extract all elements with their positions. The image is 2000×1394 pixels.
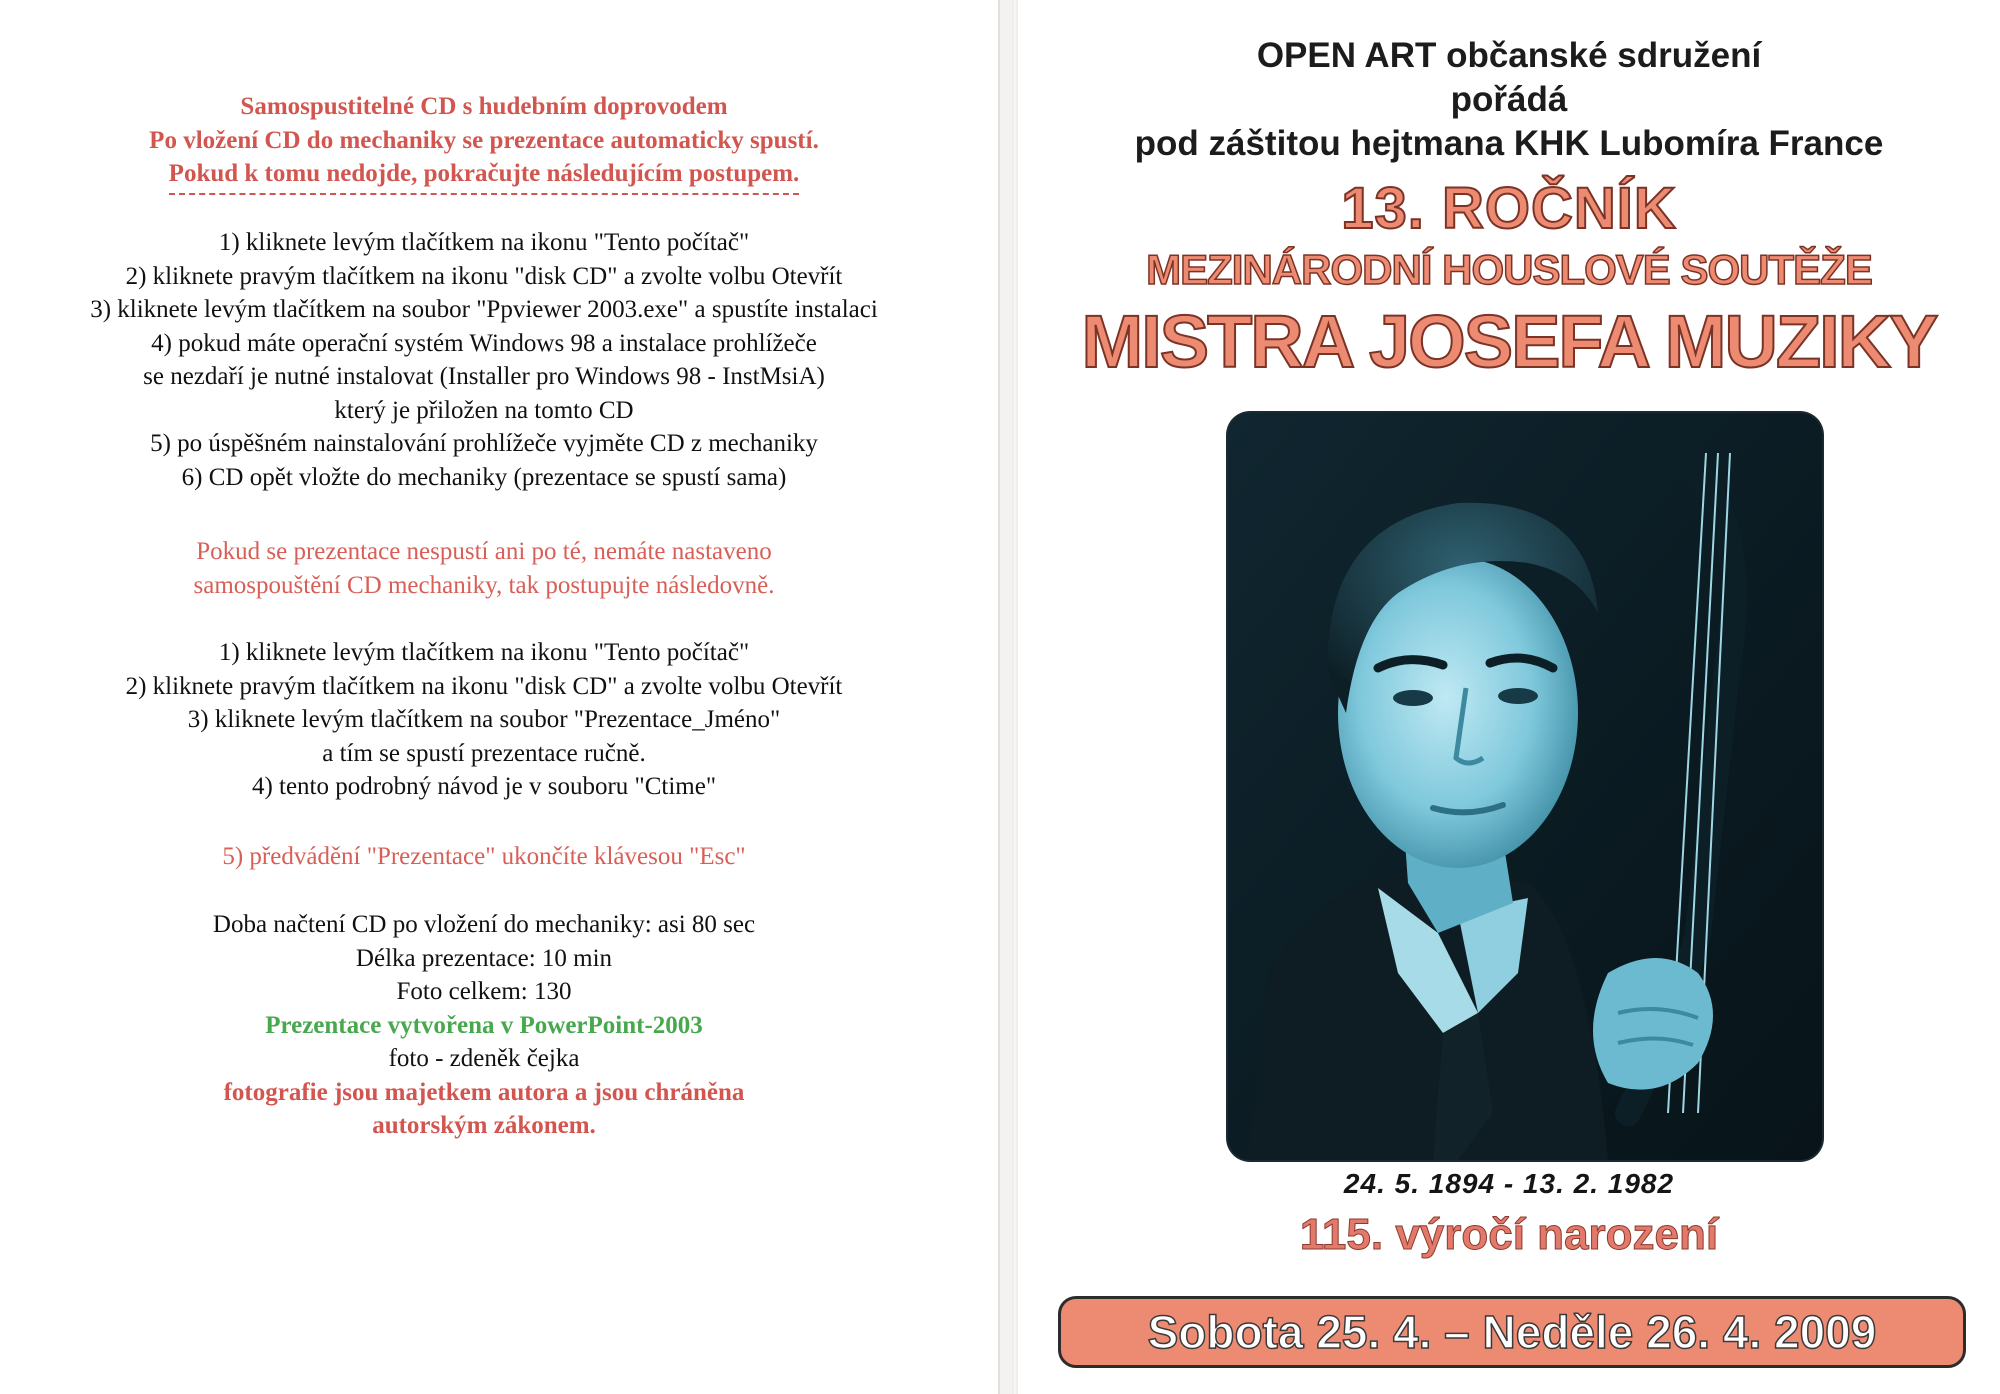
cd-info bbox=[0, 908, 968, 1143]
presentation-duration: Délka prezentace: 10 min bbox=[355, 944, 613, 972]
esc-note-line: 5) předvádění "Prezentace" ukončíte klávesou "Esc" bbox=[222, 843, 746, 870]
event-dates-badge bbox=[1058, 1296, 1966, 1368]
step-line: a tím se spustí prezentace ručně. bbox=[322, 739, 646, 767]
poster-header bbox=[1018, 34, 2000, 384]
organizes: pořádá bbox=[1450, 80, 1568, 119]
step-line: 1) kliknete levým tlačítkem na ikonu "Tento počítač" bbox=[218, 639, 750, 666]
copyright-line-1: fotografie jsou majetkem autora a jsou chráněna bbox=[223, 1078, 745, 1106]
year-title: 13. ROČNÍK bbox=[1341, 176, 1677, 241]
portrait-illustration bbox=[1228, 413, 1822, 1160]
poster-panel bbox=[1018, 0, 2000, 1394]
dashed-divider bbox=[169, 193, 799, 195]
step-line: 1) kliknete levým tlačítkem na ikonu "Tento počítač" bbox=[218, 229, 750, 256]
notice-line-1: Pokud se prezentace nespustí ani po té, nemáte nastaveno bbox=[196, 538, 772, 565]
photo-credit: foto - zdeněk čejka bbox=[388, 1045, 580, 1072]
step-line: 3) kliknete levým tlačítkem na soubor "Prezentace_Jméno" bbox=[187, 706, 781, 733]
step-line: 6) CD opět vložte do mechaniky (prezentace se spustí sama) bbox=[181, 463, 787, 491]
step-line: který je přiložen na tomto CD bbox=[334, 396, 634, 424]
esc-note bbox=[0, 840, 968, 874]
organizer: OPEN ART občanské sdružení bbox=[1256, 36, 1762, 75]
copyright-line-2: autorským zákonem. bbox=[372, 1112, 596, 1139]
patronage: pod záštitou hejtmana KHK Lubomíra France bbox=[1134, 124, 1884, 163]
steps-manual bbox=[0, 636, 968, 804]
master-title: MISTRA JOSEFA MUZIKY bbox=[1081, 300, 1937, 383]
instructions-header bbox=[0, 90, 968, 195]
header-line-3: Pokud k tomu nedojde, pokračujte následujícím postupem. bbox=[168, 160, 800, 187]
violinist-portrait-photo bbox=[1228, 413, 1822, 1160]
notice-line-2: samospouštění CD mechaniky, tak postupujte následovně. bbox=[193, 571, 775, 599]
step-line: 2) kliknete pravým tlačítkem na ikonu "disk CD" a zvolte volbu Otevřít bbox=[125, 672, 843, 700]
contest-title: MEZINÁRODNÍ HOUSLOVÉ SOUTĚŽE bbox=[1146, 246, 1872, 293]
photo-count: Foto celkem: 130 bbox=[396, 978, 572, 1005]
step-line: 4) tento podrobný návod je v souboru "Ctime" bbox=[251, 773, 717, 800]
header-line-2: Po vložení CD do mechaniky se prezentace automaticky spustí. bbox=[149, 126, 819, 154]
header-line-1: Samospustitelné CD s hudebním doprovodem bbox=[240, 93, 728, 120]
step-line: 4) pokud máte operační systém Windows 98 a instalace prohlížeče bbox=[151, 329, 817, 357]
event-dates: Sobota 25. 4. – Neděle 26. 4. 2009 bbox=[1147, 1306, 1877, 1358]
anniversary: 115. výročí narození bbox=[1299, 1210, 1719, 1259]
steps-autorun bbox=[0, 226, 968, 494]
load-time: Doba načtení CD po vložení do mechaniky: asi 80 sec bbox=[212, 911, 756, 938]
step-line: 5) po úspěšném nainstalování prohlížeče vyjměte CD z mechaniky bbox=[150, 430, 818, 457]
manual-notice bbox=[0, 535, 968, 602]
step-line: 3) kliknete levým tlačítkem na soubor "Ppviewer 2003.exe" a spustíte instalaci bbox=[90, 296, 878, 323]
life-dates: 24. 5. 1894 - 13. 2. 1982 bbox=[1343, 1168, 1675, 1199]
step-line: 2) kliknete pravým tlačítkem na ikonu "disk CD" a zvolte volbu Otevřít bbox=[125, 262, 843, 290]
step-line: se nezdaří je nutné instalovat (Installer pro Windows 98 - InstMsiA) bbox=[143, 363, 825, 390]
made-with: Prezentace vytvořena v PowerPoint-2003 bbox=[265, 1011, 703, 1039]
